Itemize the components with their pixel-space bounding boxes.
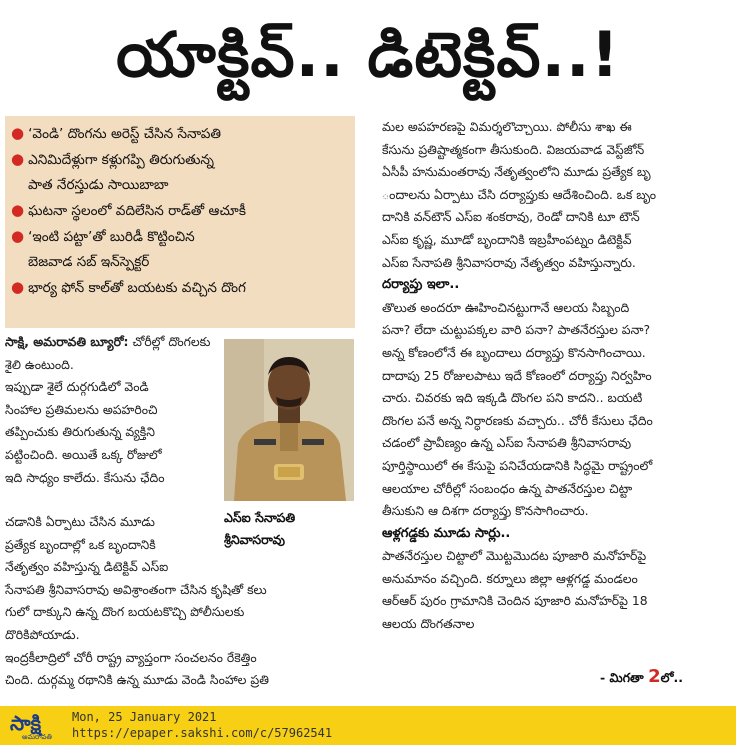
bullet-icon: ● <box>11 201 25 219</box>
article-line: నేతృత్వం వహిస్తున్న డిటెక్టివ్‌ ఎస్‌ఐ <box>5 559 169 575</box>
article-line: కేసును ప్రతిష్టాత్మకంగా తీసుకుంది. విజయవాడ వెస్ట్‌జోన్‌ <box>382 141 645 157</box>
logo-subtext: అమరావతి <box>22 733 52 741</box>
logo-text: సాక్షి <box>10 711 42 735</box>
article-line: ఏసీపీ హనుమంతరావు నేతృత్వంలోని మూడు ప్రత్యేక బృ <box>382 164 651 180</box>
subhead: దర్యాప్తు ఇలా.. <box>382 277 460 293</box>
article-line: ప్రత్యేక బృందాల్లో ఒక బృందానికి <box>5 536 156 552</box>
highlight-item: ● ‘వెండి’ దొంగను అరెస్ట్‌ చేసిన సేనాపతి <box>11 124 222 142</box>
footer-meta <box>72 709 332 741</box>
article-line: మల అపహరణపై విమర్శలొచ్చాయి. పోలీసు శాఖ ఈ <box>382 119 632 134</box>
highlight-item: ● ఘటనా స్థలంలో వదిలేసిన రాడ్‌తో ఆచూకీ <box>11 201 246 219</box>
article-line: ందాలను ఏర్పాటు చేసి దర్యాప్తుకు ఆదేశించింది. ఒక బృం <box>382 186 657 202</box>
article-line: ఎస్‌ఐ సేనాపతి శ్రీనివాసరావు నేతృత్వం వహిస్తున్నారు. <box>382 254 636 270</box>
sakshi-logo[interactable] <box>4 709 64 742</box>
edition-date: Mon, 25 January 2021 <box>72 710 217 724</box>
epaper-link[interactable]: https://epaper.sakshi.com/c/57962541 <box>72 726 333 740</box>
article-line: సేనాపతి శ్రీనివాసరావు అవిశ్రాంతంగా చేసిన కృషితో కలు <box>5 581 267 597</box>
article-line: పట్టించింది. అయితే ఒక్క రోజులో <box>5 446 162 462</box>
continued-on-page: - మిగతా 2లో.. <box>600 666 683 687</box>
officer-portrait-icon <box>224 339 354 501</box>
article-line: తీసుకుని ఆ దిశగా దర్యాప్తు కొనసాగించారు. <box>382 503 589 519</box>
article-line: తప్పించుకు తిరుగుతున్న వ్యక్తిని <box>5 424 155 440</box>
article-line: ఆర్‌ఆర్‌ పురం గ్రామానికి చెందిన పూజారి మనోహర్‌పై 18 <box>382 593 648 609</box>
article-line: ఆలయ దొంగతనాల <box>382 616 475 632</box>
article-line: సాక్షి, అమరావతి బ్యూరో: చోరీల్లో దొంగలకు శైలి ఉంటుంది. <box>5 334 211 372</box>
caption-line: శ్రీనివాసరావు <box>224 532 285 547</box>
article-line: పనా? లేదా చుట్టుపక్కల వారి పనా? పాతనేరస్తుల పనా? <box>382 322 651 338</box>
article-line: చడానికి ఏర్పాటు చేసిన మూడు <box>5 514 155 529</box>
byline: సాక్షి, అమరావతి బ్యూరో: <box>5 334 129 349</box>
article-line: ఇంద్రకీలాద్రిలో చోరీ రాష్ట్ర వ్యాప్తంగా సంచలనం రేకెత్తిం <box>5 649 257 665</box>
article-line: ఆలయాల చోరీల్లో సంబంధం ఉన్న పాతనేరస్తుల చిట్టా <box>382 480 633 496</box>
subhead: ఆళ్లగడ్డకు మూడు సార్లు.. <box>382 525 511 541</box>
page-number: 2 <box>648 666 661 687</box>
article-line: తొలుత అందరూ ఊహించినట్టుగానే ఆలయ సిబ్బంది <box>382 299 630 315</box>
caption-line: ఎస్‌ఐ సేనాపతి <box>224 510 296 525</box>
highlight-item: ● భార్య ఫోన్‌ కాల్‌తో బయటకు వచ్చిన దొంగ <box>11 278 246 296</box>
headline: యాక్టివ్.. డిటెక్టివ్..! <box>116 18 620 91</box>
article-line: దొరికిపోయాడు. <box>5 626 80 642</box>
left-column-top <box>5 331 220 489</box>
highlight-item-continued: బెజవాడ సబ్‌ ఇన్‌స్పెక్టర్‌ <box>28 254 150 270</box>
article-line: చారు. చివరకు ఇది ఇక్కడి దొంగల పని కాదని.. బయటి <box>382 390 643 406</box>
bullet-icon: ● <box>11 227 25 245</box>
article-line: గులో దాక్కుని ఉన్న దొంగ బయటకొచ్చి పోలీసులకు <box>5 604 245 620</box>
bullet-icon: ● <box>11 150 25 168</box>
article-line: అనుమానం వచ్చింది. కర్నూలు జిల్లా ఆళ్లగడ్డ మండలం <box>382 570 638 586</box>
article-line: ఇప్పుడా శైలే దుర్గగుడిలో వెండి <box>5 379 149 395</box>
highlight-item: ● ‘ఇంటి పట్టా’తో బురిడీ కొట్టించిన <box>11 227 195 245</box>
bullet-icon: ● <box>11 124 25 142</box>
highlights-box <box>5 116 355 328</box>
article-line: అన్న కోణంలోనే ఈ బృందాలు దర్యాప్తు కొనసాగించాయి. <box>382 344 646 360</box>
footer-bar <box>0 706 736 745</box>
bullet-icon: ● <box>11 278 25 296</box>
article-line: చడంలో ప్రావీణ్యం ఉన్న ఎస్‌ఐ సేనాపతి శ్రీనివాసరావు <box>382 435 632 451</box>
article-line: పాతనేరస్తుల చిట్టాలో మొట్టమొదట పూజారి మనోహర్‌పై <box>382 548 647 564</box>
article-line: దాదాపు 25 రోజులపాటు ఇదే కోణంలో దర్యాప్తు నిర్వహిం <box>382 367 652 383</box>
article-line: సింహాల ప్రతిమలను అపహరించి <box>5 401 158 417</box>
article-line: దానికి వన్‌టౌన్‌ ఎస్‌ఐ శంకరావు, రెండో దానికి టూ టౌన్‌ <box>382 209 640 225</box>
article-line: చింది. దుర్గమ్మ రథానికి ఉన్న మూడు వెండి సింహాల ప్రతి <box>5 672 269 688</box>
article-line: దొంగల పనే అన్న నిర్ధారణకు వచ్చారు.. చోరీ కేసులు ఛేదిం <box>382 412 653 428</box>
article-line: ఎస్‌ఐ కృష్ణ, మూడో బృందానికి ఇబ్రహీంపట్నం డిటెక్టివ్‌ <box>382 231 632 247</box>
left-column-bottom <box>5 511 360 692</box>
right-column <box>382 116 730 636</box>
article-line: పూర్తిస్థాయిలో ఈ కేసుపై పనిచేయడానికి సిద్ధమై రాష్ట్రంలో <box>382 457 653 473</box>
officer-photo <box>224 339 354 501</box>
highlight-item: ● ఎనిమిదేళ్లుగా కళ్లుగప్పి తిరుగుతున్న <box>11 150 215 168</box>
article-line: ఇది సాధ్యం కాలేదు. కేసును ఛేదిం <box>5 469 165 485</box>
highlight-item-continued: పాత నేరస్తుడు సాయిబాబా <box>28 177 169 193</box>
